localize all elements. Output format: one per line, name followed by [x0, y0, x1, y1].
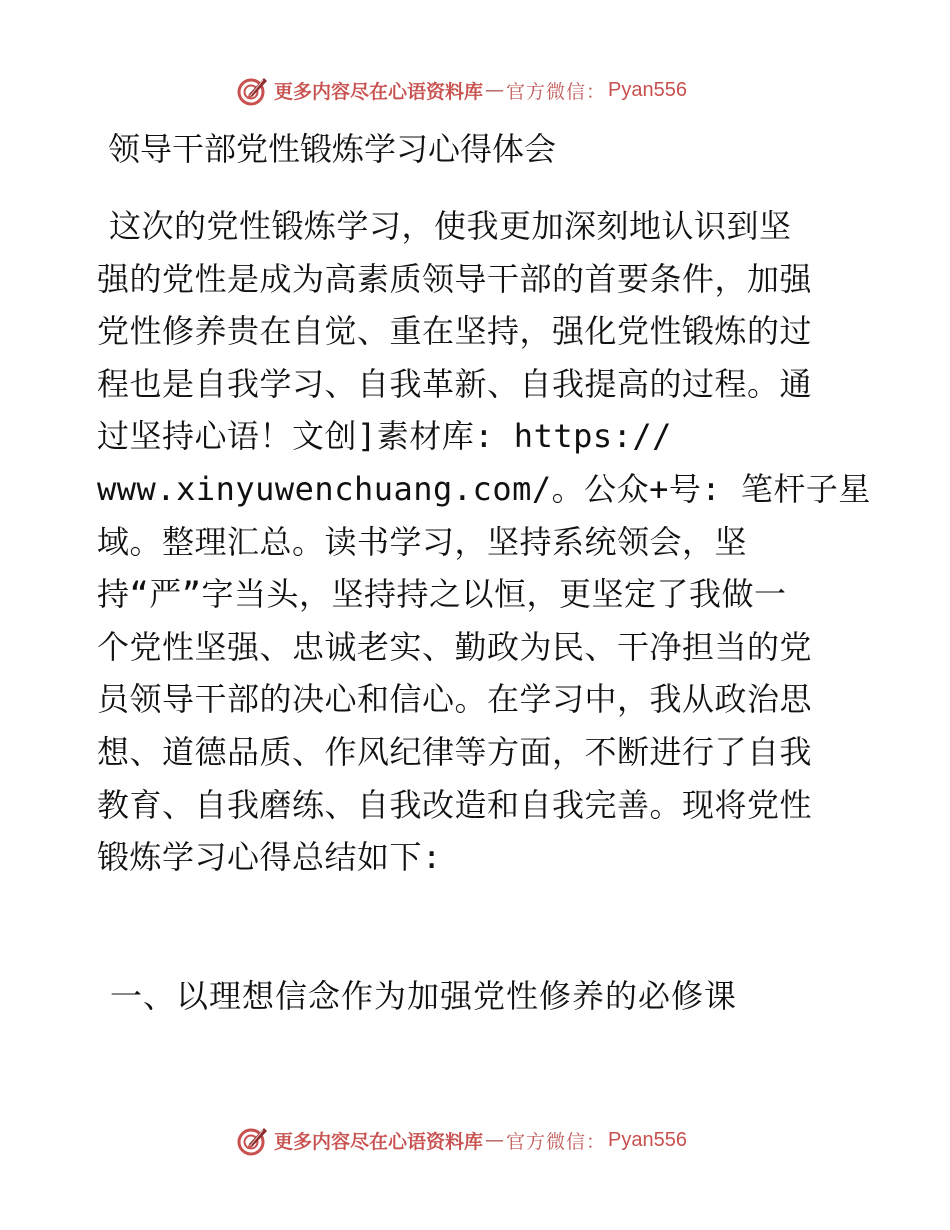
- document-title: 领导干部党性锻炼学习心得体会: [108, 130, 557, 168]
- watermark-main-text: 更多内容尽在心语资料库: [274, 80, 484, 103]
- pen-nib-logo-icon: [236, 73, 270, 107]
- watermark-handle: Pyan556: [608, 1128, 687, 1151]
- watermark-official-label: 官方微信：: [506, 80, 607, 103]
- body-line: 域。整理汇总。读书学习，坚持系统领会，坚: [97, 522, 748, 561]
- watermark-dash: —: [485, 1129, 505, 1151]
- section-heading: 一、以理想信念作为加强党性修养的必修课: [110, 977, 738, 1015]
- watermark-handle: Pyan556: [608, 78, 687, 101]
- watermark-dash: —: [485, 79, 505, 101]
- body-line: 程也是自我学习、自我革新、自我提高的过程。通: [97, 364, 813, 403]
- watermark-official-label: 官方微信：: [506, 1130, 607, 1153]
- watermark-main-text: 更多内容尽在心语资料库: [274, 1130, 484, 1153]
- body-line: 锻炼学习心得总结如下:: [97, 838, 442, 877]
- body-paragraph: [97, 200, 871, 884]
- body-line: www.xinyuwenchuang.com/。公众+号: 笔杆子星: [97, 469, 871, 508]
- body-line: 持“严”字当头，坚持持之以恒，更坚定了我做一: [97, 575, 787, 614]
- watermark-footer: [236, 1122, 687, 1158]
- body-line: 强的党性是成为高素质领导干部的首要条件，加强: [97, 259, 813, 298]
- watermark-header: [236, 72, 687, 108]
- body-line: 教育、自我磨练、自我改造和自我完善。现将党性: [97, 785, 813, 824]
- pen-nib-logo-icon: [236, 1123, 270, 1157]
- body-line: 过坚持心语！文创]素材库: https://: [97, 417, 672, 456]
- body-line: 党性修养贵在自觉、重在坚持，强化党性锻炼的过: [97, 312, 813, 351]
- body-line: 个党性坚强、忠诚老实、勤政为民、干净担当的党: [97, 627, 813, 666]
- body-line: 员领导干部的决心和信心。在学习中，我从政治思: [97, 680, 813, 719]
- body-line: 想、道德品质、作风纪律等方面，不断进行了自我: [97, 732, 813, 771]
- body-line: 这次的党性锻炼学习，使我更加深刻地认识到坚: [109, 207, 792, 245]
